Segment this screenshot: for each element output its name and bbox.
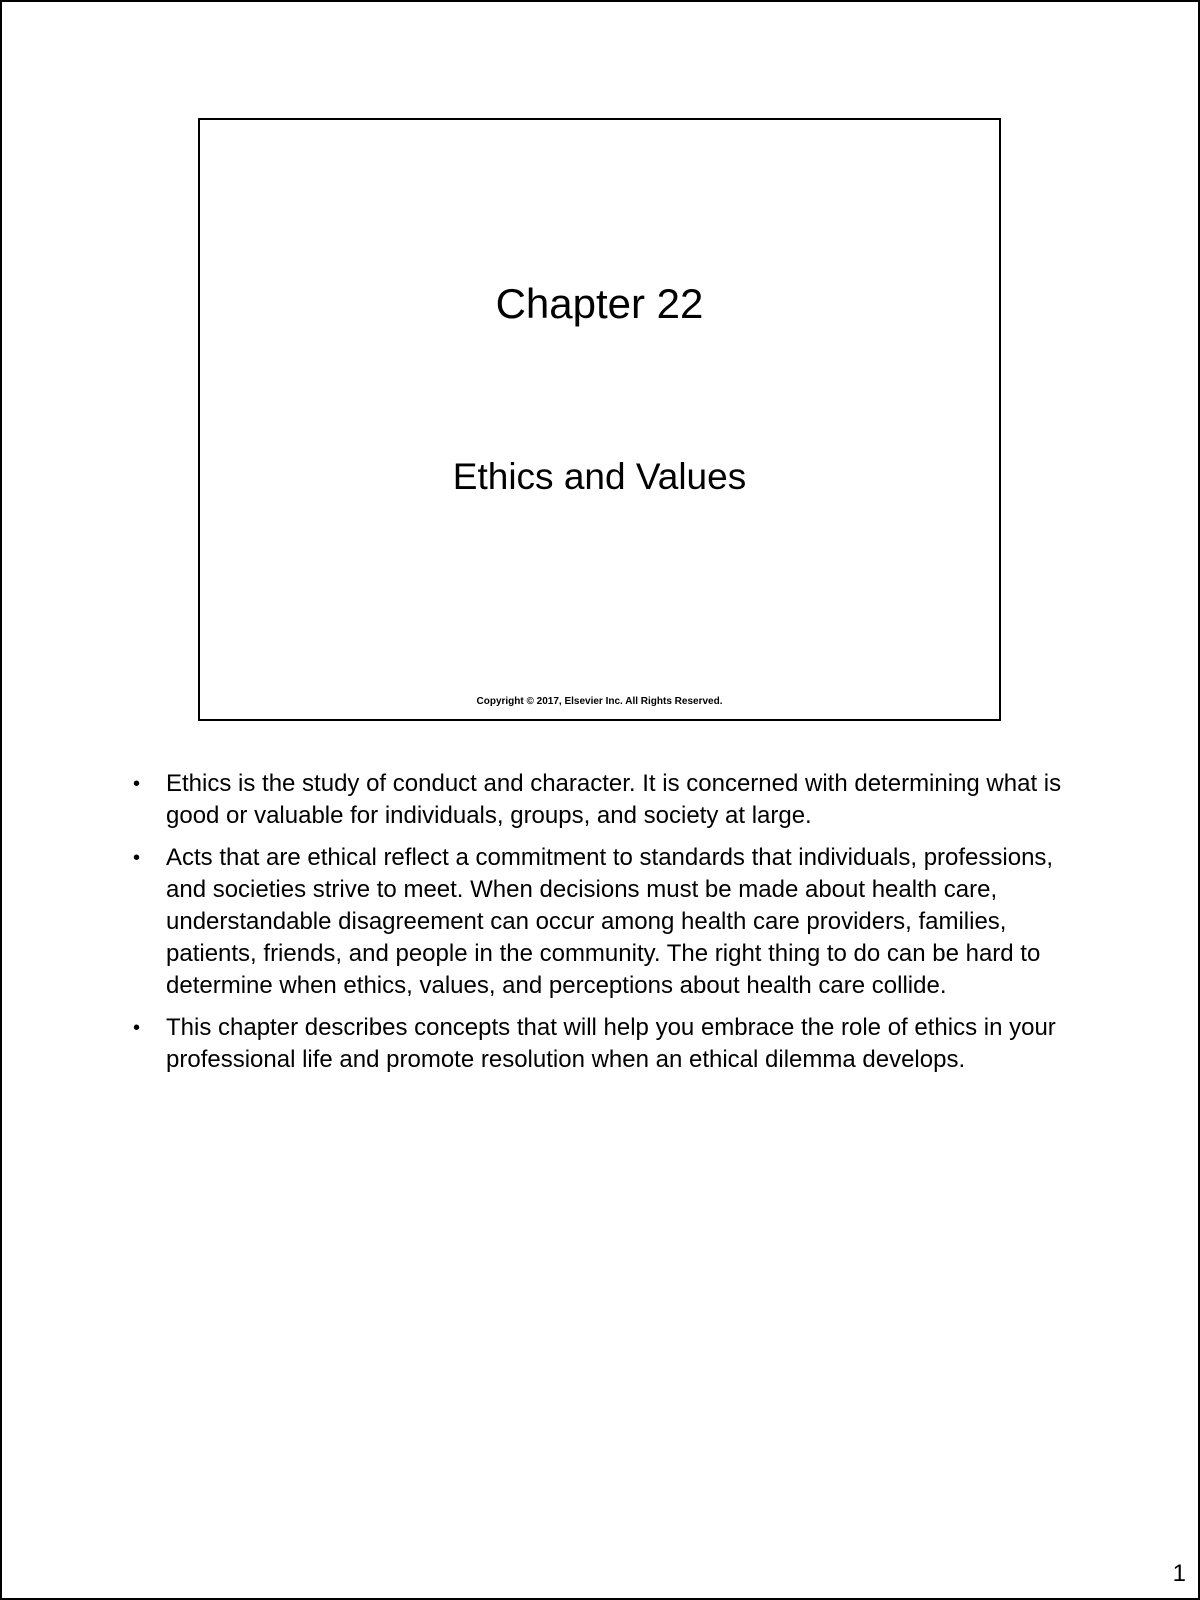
slide-title: Chapter 22 bbox=[495, 280, 704, 327]
speaker-notes bbox=[133, 768, 1068, 1086]
note-text: Acts that are ethical reflect a commitment to standards that individuals, professions, and societies strive to meet. When decisions must be made about health care, understandable disagreement can occur among health care providers, families, patients, friends, and people in the community. The right thing to do can be hard to determine when ethics, values, and perceptions about health care collide. bbox=[166, 844, 1054, 999]
bullet-icon: • bbox=[133, 847, 141, 869]
slide-thumbnail bbox=[198, 118, 1001, 721]
note-text: This chapter describes concepts that will help you embrace the role of ethics in your professional life and promote resolution when an ethical dilemma develops. bbox=[166, 1014, 1056, 1073]
slide-copyright: Copyright © 2017, Elsevier Inc. All Rights Reserved. bbox=[476, 696, 723, 707]
note-item bbox=[133, 1012, 1068, 1076]
bullet-icon: • bbox=[133, 1017, 141, 1039]
bullet-icon: • bbox=[133, 773, 141, 795]
note-item bbox=[133, 842, 1068, 1002]
note-text: Ethics is the study of conduct and character. It is concerned with determining what is good or valuable for individuals, groups, and society at large. bbox=[166, 770, 1062, 829]
page-number: 1 bbox=[1172, 1560, 1186, 1587]
slide-subtitle: Ethics and Values bbox=[452, 456, 747, 497]
note-item bbox=[133, 768, 1068, 832]
